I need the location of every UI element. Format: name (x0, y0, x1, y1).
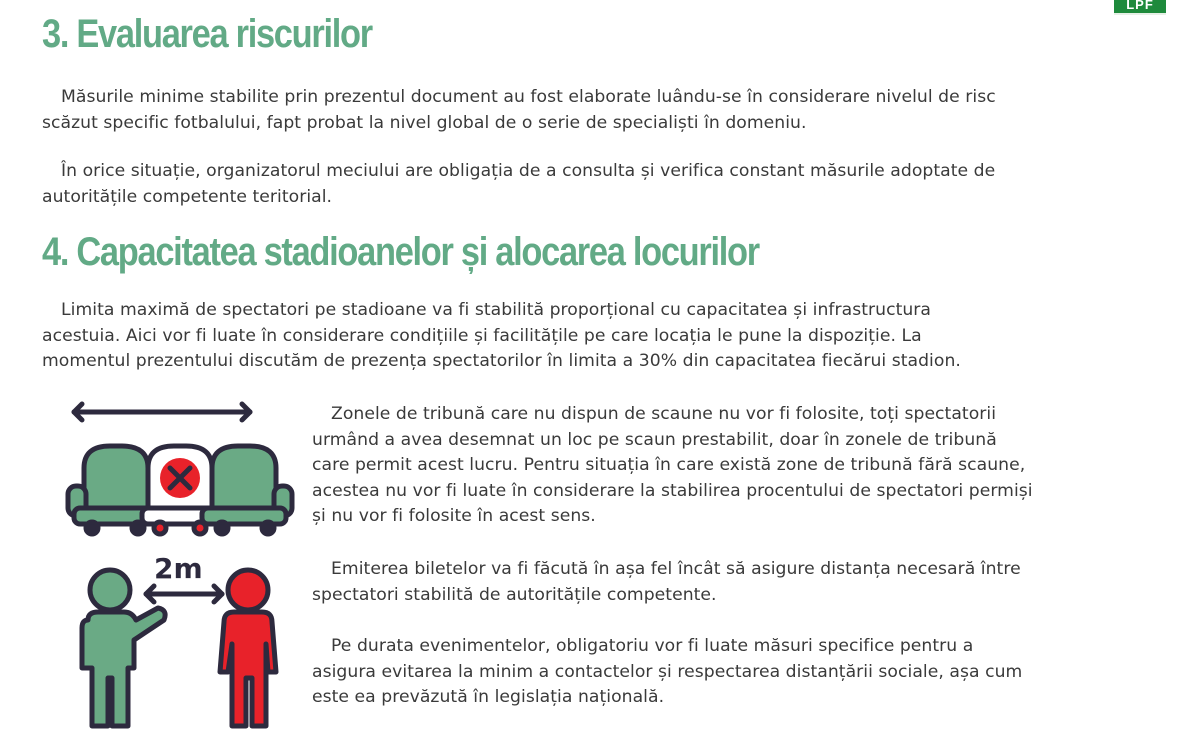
text-line: este ea prevăzută în legislația națională. (312, 687, 665, 707)
section-4-paragraph-3 (312, 634, 1022, 711)
text-line: Pe durata evenimentelor, obligatoriu vor fi luate măsuri specifice pentru a (331, 636, 974, 656)
text-line: și nu vor fi folosite în acest sens. (312, 506, 596, 526)
text-line: autoritățile competente teritorial. (42, 186, 333, 207)
text-line: momentul prezentului discutăm de prezența spectatorilor în limita a 30% din capacitatea fiecărui stadion. (42, 351, 961, 371)
text-line: Măsurile minime stabilite prin prezentul document au fost elaborate luându-se în considerare nivelul de risc (61, 87, 996, 107)
section-3-paragraph-1 (42, 85, 996, 136)
section-3-heading: 3. Evaluarea riscurilor (42, 12, 372, 56)
section-4-paragraph-1 (312, 402, 1033, 530)
text-line: Limita maximă de spectatori pe stadioane va fi stabilită proporțional cu capacitatea și infrastructura (61, 300, 932, 320)
text-line: acestea nu vor fi luate în considerare la stabilirea procentului de spectatori permiși (312, 480, 1033, 501)
section-4-heading: 4. Capacitatea stadioanelor și alocarea locurilor (42, 230, 759, 274)
text-line: scăzut specific fotbalului, fapt probat la nivel global de o serie de specialiști în domeniu. (42, 112, 807, 133)
distance-label: 2m (154, 552, 203, 585)
text-line: acestuia. Aici vor fi luate în considerare condițiile și facilitățile pe care locația le pune la dispoziție. La (42, 325, 922, 346)
seat-distancing-icon (62, 398, 302, 538)
social-distance-icon (62, 548, 302, 738)
text-line: Emiterea biletelor va fi făcută în așa fel încât să asigure distanța necesară între (331, 559, 1021, 579)
section-3-paragraph-2 (42, 159, 995, 210)
text-line: Zonele de tribună care nu dispun de scaune nu vor fi folosite, toți spectatorii (331, 404, 997, 424)
text-line: urmând a avea desemnat un loc pe scaun prestabilit, doar în zonele de tribună (312, 429, 997, 450)
text-line: care permit acest lucru. Pentru situația în care există zone de tribună fără scaune, (312, 455, 1026, 475)
section-4-paragraph-2 (312, 557, 1021, 608)
text-line: asigura evitarea la minim a contactelor și respectarea distanțării sociale, așa cum (312, 661, 1023, 682)
text-line: În orice situație, organizatorul meciului are obligația de a consulta și verifica constant măsurile adoptate de (61, 161, 996, 181)
text-line: spectatori stabilită de autoritățile competente. (312, 584, 717, 605)
lpf-logo: LPF (1114, 0, 1166, 15)
section-4-intro (42, 298, 961, 375)
